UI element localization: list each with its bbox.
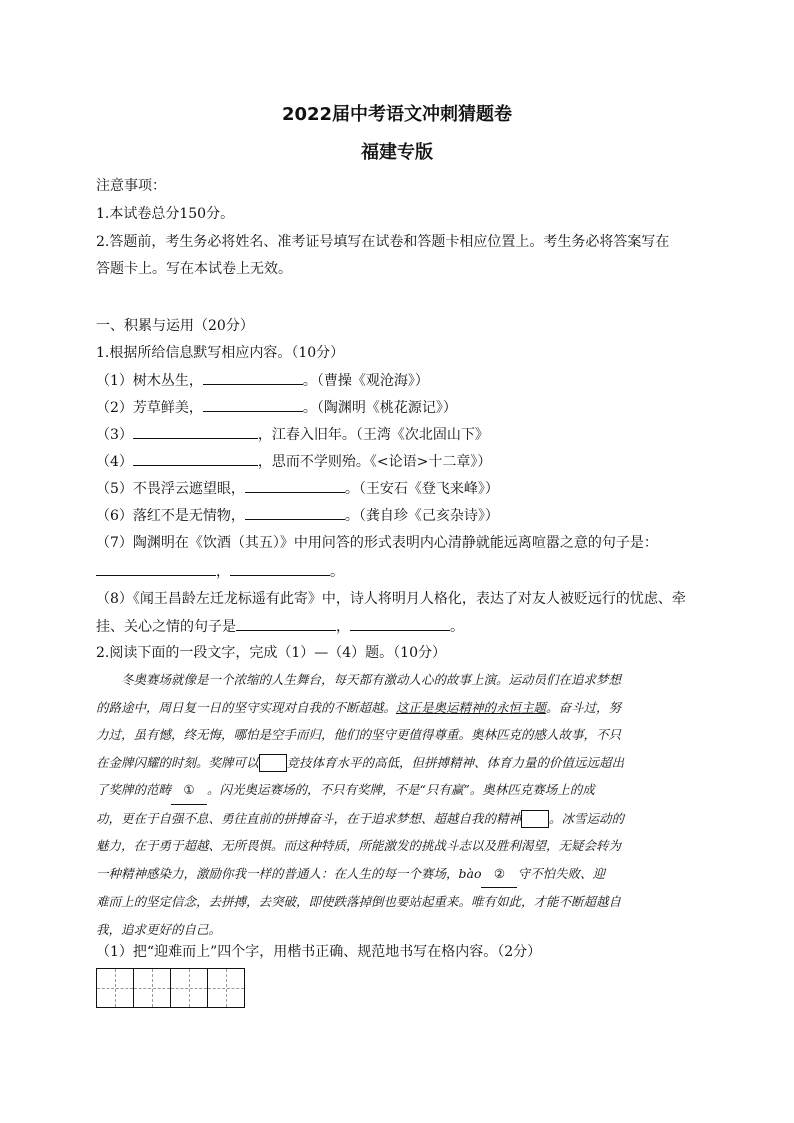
passage-text: 。冰雪运动的 bbox=[549, 810, 625, 826]
item-text: （2）芳草鲜美， bbox=[96, 400, 203, 416]
q2-stem: 2.阅读下面的一段文字，完成（1）—（4）题。（10分） bbox=[96, 645, 446, 661]
item-text: （5）不畏浮云遮望眼， bbox=[96, 481, 245, 497]
passage-text: 的路途中，周日复一日的坚守实现对自我的不断超越。 bbox=[96, 699, 397, 715]
item-text: ， bbox=[216, 564, 230, 580]
notice-line-1: 1.本试卷总分150分。 bbox=[96, 206, 235, 222]
q1-item-3 bbox=[96, 424, 489, 445]
answer-blank[interactable] bbox=[245, 478, 345, 493]
passage-text: 在金牌闪耀的时刻。奖牌可以 bbox=[96, 754, 259, 770]
passage-text: 守不怕失败、迎 bbox=[517, 865, 605, 881]
q1-item-5 bbox=[96, 478, 499, 499]
passage-text: 。闪光奥运赛场的，不只有奖牌，不是“只有赢”。奥林匹克赛场上的成 bbox=[207, 782, 595, 797]
q1-item-1 bbox=[96, 370, 429, 391]
passage-line bbox=[96, 805, 696, 833]
item-text: 。（王安石《登飞来峰》） bbox=[344, 481, 499, 497]
notice-line-2a: 2.答题前，考生务必将姓名、准考证号填写在试卷和答题卡相应位置上。考生务必将答案写在 bbox=[96, 234, 670, 250]
q1-item-2 bbox=[96, 397, 457, 418]
answer-blank[interactable] bbox=[203, 397, 303, 412]
answer-blank[interactable] bbox=[230, 561, 330, 576]
passage-line: 我，追求更好的自己。 bbox=[96, 921, 222, 937]
passage-line: 冬奥赛场就像是一个浓缩的人生舞台，每天都有激动人心的故事上演。运动员们在追求梦想 bbox=[121, 672, 622, 687]
passage-line: 难而上的坚定信念，去拼搏，去突破，即使跌落掉倒也要站起重来。唯有如此，才能不断超越自 bbox=[96, 894, 622, 909]
answer-blank[interactable] bbox=[245, 505, 345, 520]
passage-line: 魅力，在于勇于超越、无所畏惧。而这种特质，所能激发的挑战斗志以及胜利渴望，无疑会转为 bbox=[96, 838, 622, 853]
numbered-blank-2[interactable]: ② bbox=[481, 860, 517, 889]
q1-item-8b bbox=[96, 616, 464, 637]
fill-box[interactable] bbox=[259, 754, 287, 772]
notice-line-2b: 答题卡上。写在本试卷上无效。 bbox=[96, 261, 292, 277]
passage-text: 了奖牌的范畴 bbox=[96, 782, 172, 797]
answer-blank[interactable] bbox=[236, 616, 336, 631]
passage-text: 功，更在于自强不息、勇往直前的拼搏奋斗，在于追求梦想、超越自我的精神 bbox=[96, 810, 522, 826]
q1-item-8a: （8）《闻王昌龄左迁龙标遥有此寄》中，诗人将明月人格化，表达了对友人被贬远行的忧虑、牵 bbox=[96, 591, 686, 607]
item-text: ，江春入旧年。（王湾《次北固山下》 bbox=[257, 427, 489, 443]
passage-line bbox=[96, 860, 696, 889]
item-text: （4） bbox=[96, 454, 133, 470]
passage-line bbox=[96, 749, 696, 777]
fill-box[interactable] bbox=[521, 810, 549, 828]
item-text: ，思而不学则殆。《<论语>十二章》） bbox=[257, 454, 492, 470]
writing-grid bbox=[96, 968, 245, 1008]
item-text: 。（龚自珍《己亥杂诗》） bbox=[344, 508, 499, 524]
writing-cell[interactable] bbox=[208, 969, 244, 1007]
answer-blank[interactable] bbox=[350, 616, 450, 631]
passage-line bbox=[96, 694, 696, 722]
writing-cell[interactable] bbox=[171, 969, 208, 1007]
passage-line: 力过，虽有憾，终无悔，哪怕是空手而归，他们的坚守更值得尊重。奥林匹克的感人故事，不只 bbox=[96, 727, 622, 742]
answer-blank[interactable] bbox=[133, 451, 258, 466]
passage-text: 一种精神感染力，激励你我一样的普通人：在人生的每一个赛场，bào bbox=[96, 865, 482, 881]
page-subtitle: 福建专版 bbox=[361, 142, 433, 163]
item-text: （6）落红不是无情物， bbox=[96, 508, 245, 524]
item-text: （1）树木丛生， bbox=[96, 373, 203, 389]
writing-cell[interactable] bbox=[134, 969, 171, 1007]
answer-blank[interactable] bbox=[203, 370, 303, 385]
q2-sub-1: （1）把“迎难而上”四个字，用楷书正确、规范地书写在格内容。（2分） bbox=[96, 944, 542, 960]
reading-passage bbox=[96, 666, 696, 943]
writing-cell[interactable] bbox=[97, 969, 134, 1007]
numbered-blank-1[interactable]: ① bbox=[171, 776, 207, 805]
answer-blank[interactable] bbox=[96, 561, 216, 576]
passage-text: 。奋斗过，努 bbox=[546, 699, 622, 715]
item-text: 。 bbox=[330, 564, 344, 580]
notice-heading: 注意事项： bbox=[96, 178, 166, 194]
q1-item-7: （7）陶渊明在《饮酒（其五）》中用问答的形式表明内心清静就能远离喧嚣之意的句子是： bbox=[96, 535, 658, 551]
page-title: 2022届中考语文冲刺猜题卷 bbox=[281, 104, 513, 125]
item-text: ， bbox=[336, 619, 350, 635]
item-text: 挂、关心之情的句子是 bbox=[96, 619, 236, 635]
section-1-heading: 一、积累与运用（20分） bbox=[96, 318, 254, 334]
q1-item-4 bbox=[96, 451, 491, 472]
item-text: 。（陶渊明《桃花源记》） bbox=[302, 400, 457, 416]
q1-stem: 1.根据所给信息默写相应内容。（10分） bbox=[96, 345, 345, 361]
q1-item-7-blanks bbox=[96, 561, 344, 582]
answer-blank[interactable] bbox=[133, 424, 258, 439]
passage-line bbox=[96, 776, 696, 805]
item-text: 。（曹操《观沧海》） bbox=[302, 373, 429, 389]
item-text: 。 bbox=[450, 619, 464, 635]
item-text: （3） bbox=[96, 427, 133, 443]
q1-item-6 bbox=[96, 505, 499, 526]
passage-text: 竞技体育水平的高低，但拼搏精神、体育力量的价值远远超出 bbox=[286, 754, 625, 770]
underlined-sentence: 这正是奥运精神的永恒主题 bbox=[396, 699, 547, 715]
